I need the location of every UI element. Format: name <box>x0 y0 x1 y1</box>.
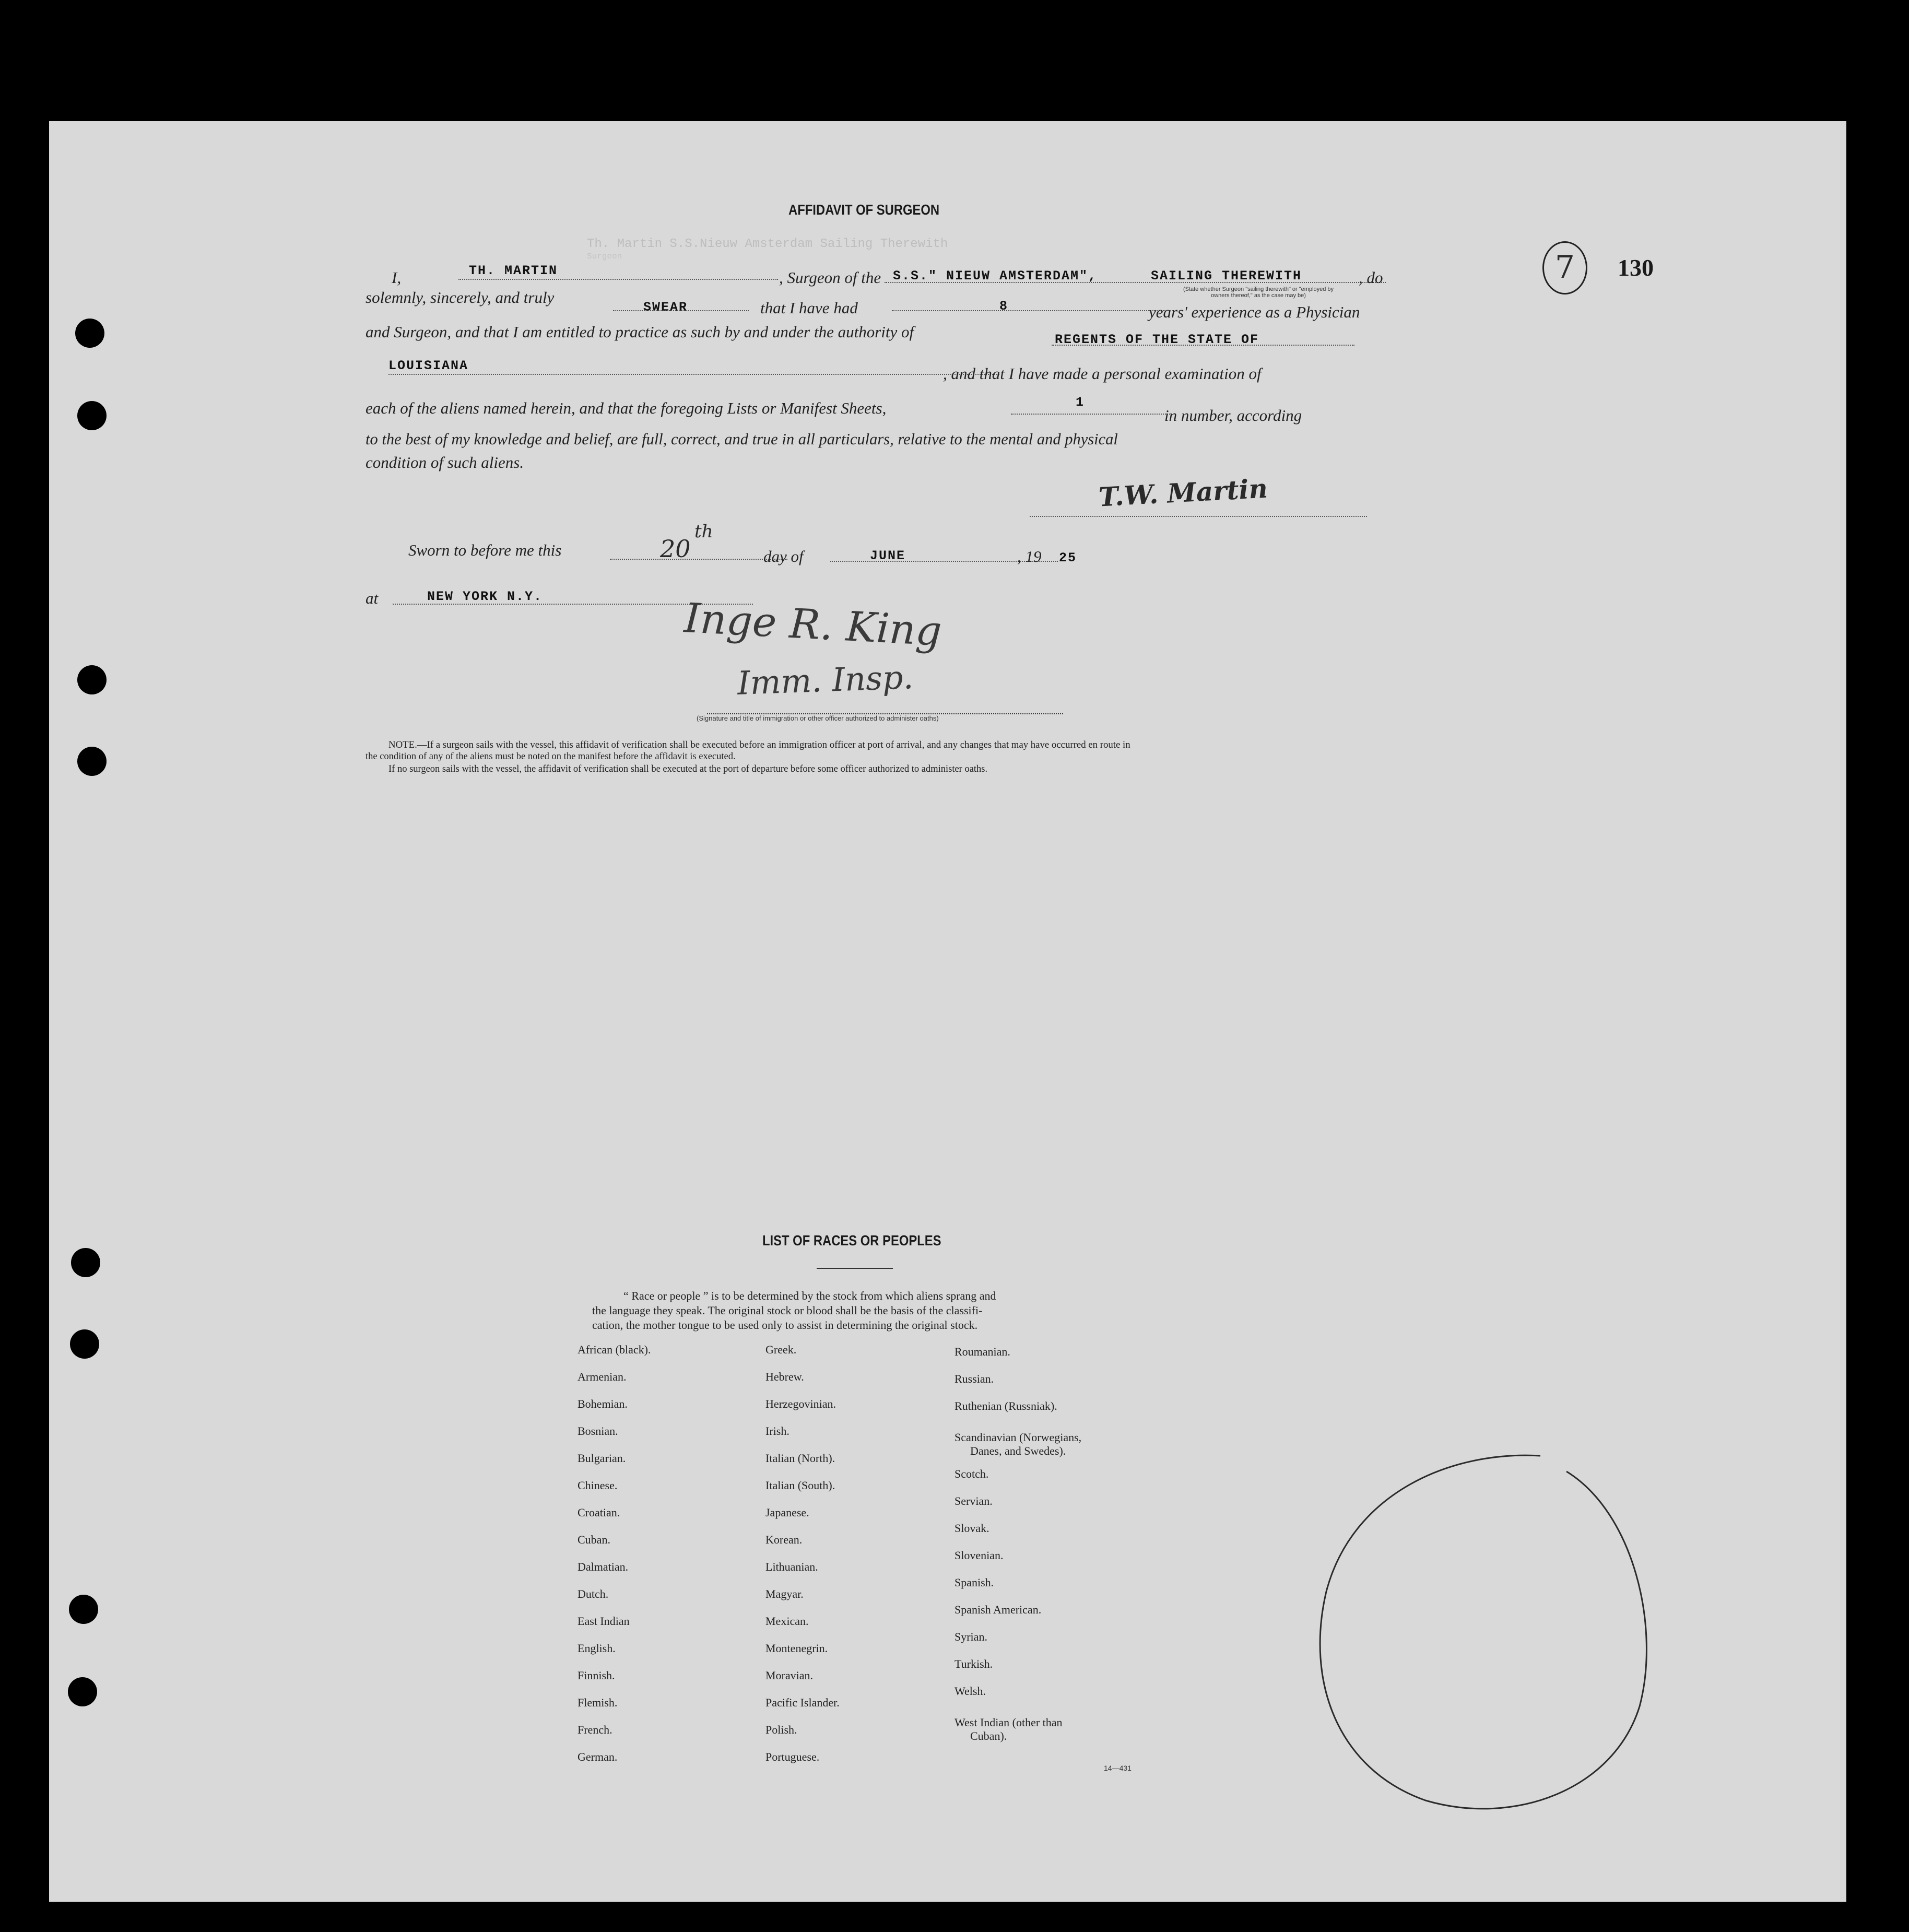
race-item: Bosnian. <box>578 1424 618 1438</box>
race-item: Portuguese. <box>765 1750 820 1763</box>
race-item: Japanese. <box>765 1506 809 1519</box>
race-item: Servian. <box>954 1494 993 1507</box>
race-item: Spanish. <box>954 1576 994 1589</box>
at-prefix: at <box>366 589 379 607</box>
race-item: Bulgarian. <box>578 1452 626 1465</box>
authority-name: REGENTS OF THE STATE OF <box>1055 332 1259 347</box>
race-item: Welsh. <box>954 1684 986 1698</box>
race-item: Scotch. <box>954 1467 989 1480</box>
race-item: Slovenian. <box>954 1549 1004 1562</box>
affidavit-title: AFFIDAVIT OF SURGEON <box>788 202 940 218</box>
affidavit-line6: to the best of my knowledge and belief, are full, correct, and true in all particulars, relative to the mental and physical <box>366 430 1118 448</box>
oath-line <box>613 310 749 311</box>
race-item: Finnish. <box>578 1669 615 1682</box>
race-item: Montenegrin. <box>765 1642 828 1655</box>
race-item: Lithuanian. <box>765 1560 818 1573</box>
sailing-status: SAILING THEREWITH <box>1151 268 1302 284</box>
race-item: Turkish. <box>954 1657 993 1670</box>
race-item: Italian (South). <box>765 1479 835 1492</box>
sworn-month: JUNE <box>870 548 906 563</box>
form-number: 14—431 <box>1104 1764 1132 1772</box>
race-item: Irish. <box>765 1424 789 1438</box>
race-item: Dutch. <box>578 1587 609 1600</box>
officer-title: Imm. Insp. <box>736 658 914 702</box>
race-item: Danes, and Swedes). <box>970 1444 1066 1457</box>
state-note-2: owners thereof," as the case may be) <box>1211 292 1306 299</box>
race-item: Flemish. <box>578 1696 618 1709</box>
race-item: Italian (North). <box>765 1452 835 1465</box>
surgeon-name-line <box>458 279 778 280</box>
affidavit-line5-prefix: each of the aliens named herein, and that the foregoing Lists or Manifest Sheets, <box>366 399 887 417</box>
race-item: East Indian <box>578 1615 630 1628</box>
binder-hole <box>69 1595 98 1624</box>
race-item: Hebrew. <box>765 1370 804 1383</box>
binder-hole <box>75 319 104 348</box>
vessel-line <box>885 282 1386 283</box>
races-intro-1: “ Race or people ” is to be determined by the stock from which aliens sprang and <box>623 1289 996 1302</box>
race-item: Chinese. <box>578 1479 618 1492</box>
affidavit-line4-suffix: , and that I have made a personal examination of <box>943 364 1262 383</box>
binder-hole <box>68 1677 97 1706</box>
races-title-rule <box>817 1268 893 1269</box>
race-col1 <box>578 1343 651 1777</box>
affidavit-note-1: NOTE.—If a surgeon sails with the vessel, this affidavit of verification shall be executed before an immigration officer at port of arrival, and any changes that may have occurred en route in <box>388 739 1130 750</box>
drawn-circle <box>1295 1435 1660 1821</box>
affidavit-line2-suffix: years' experience as a Physician <box>1149 303 1360 321</box>
race-item: African (black). <box>578 1343 651 1356</box>
binder-hole <box>71 1248 100 1277</box>
faint-header-small: Surgeon <box>587 252 622 261</box>
race-item: Magyar. <box>765 1587 804 1600</box>
races-intro-2: the language they speak. The original stock or blood shall be the basis of the classifi- <box>592 1304 983 1317</box>
page-number: 130 <box>1618 254 1654 281</box>
sworn-day-suffix: th <box>694 521 713 542</box>
race-item: Polish. <box>765 1723 797 1736</box>
sworn-place: NEW YORK N.Y. <box>427 589 543 604</box>
race-item: Russian. <box>954 1372 994 1385</box>
authority-name-cont: LOUISIANA <box>388 358 469 373</box>
race-item: Spanish American. <box>954 1603 1042 1616</box>
years-experience: 8 <box>999 299 1009 314</box>
surgeon-signature: T.W. Martin <box>1098 473 1269 513</box>
affidavit-line2-mid: that I have had <box>760 299 858 317</box>
race-item: Roumanian. <box>954 1345 1010 1358</box>
sworn-year: 25 <box>1059 550 1077 566</box>
affidavit-note-2: the condition of any of the aliens must be noted on the manifest before the affidavit is executed. <box>366 751 736 762</box>
vessel-name: S.S." NIEUW AMSTERDAM", <box>893 268 1098 284</box>
do-text: , do <box>1359 268 1383 287</box>
race-item: Moravian. <box>765 1669 814 1682</box>
race-item: Herzegovinian. <box>765 1397 836 1410</box>
state-note-1: (State whether Surgeon "sailing therewith" or "employed by <box>1183 286 1334 292</box>
binder-hole <box>77 747 107 776</box>
race-item: Bohemian. <box>578 1397 628 1410</box>
surgeon-signature-line <box>1030 516 1367 517</box>
binder-hole <box>77 665 107 694</box>
affidavit-line7: condition of such aliens. <box>366 453 524 472</box>
race-item: Cuban. <box>578 1533 610 1546</box>
surgeon-of-text: , Surgeon of the <box>779 268 881 287</box>
race-item: Cuban). <box>970 1729 1007 1742</box>
race-col2 <box>765 1343 840 1777</box>
race-item: Armenian. <box>578 1370 627 1383</box>
race-item: Syrian. <box>954 1630 987 1643</box>
race-item: Pacific Islander. <box>765 1696 840 1709</box>
sworn-day-line <box>610 559 787 560</box>
document-page <box>49 121 1846 1902</box>
circled-number: 7 <box>1542 241 1587 294</box>
races-intro-3: cation, the mother tongue to be used only to assist in determining the original stock. <box>592 1318 978 1332</box>
race-item: French. <box>578 1723 612 1736</box>
affidavit-line3-prefix: and Surgeon, and that I am entitled to practice as such by and under the authority of <box>366 323 914 341</box>
faint-header-text: Th. Martin S.S.Nieuw Amsterdam Sailing Therewith <box>587 237 948 251</box>
race-item: Dalmatian. <box>578 1560 629 1573</box>
race-item: Croatian. <box>578 1506 620 1519</box>
sworn-prefix: Sworn to before me this <box>408 541 562 559</box>
years-line <box>892 310 1165 311</box>
race-item: Ruthenian (Russniak). <box>954 1399 1057 1412</box>
race-item: German. <box>578 1750 618 1763</box>
race-item: Mexican. <box>765 1615 809 1628</box>
race-item: Korean. <box>765 1533 803 1546</box>
count-line <box>1011 414 1172 415</box>
races-title: LIST OF RACES OR PEOPLES <box>762 1232 941 1248</box>
authority-cont-line <box>388 374 999 375</box>
sworn-day-of: day of <box>763 547 804 566</box>
affidavit-note-3: If no surgeon sails with the vessel, the affidavit of verification shall be executed at the port of departure before some officer authorized to administer oaths. <box>388 764 988 774</box>
sworn-year-prefix: , 19 <box>1017 547 1042 566</box>
binder-hole <box>70 1329 99 1359</box>
officer-caption: (Signature and title of immigration or other officer authorized to administer oaths) <box>697 714 939 722</box>
binder-hole <box>77 401 107 430</box>
surgeon-name: TH. MARTIN <box>469 263 558 278</box>
affidavit-line5-suffix: in number, according <box>1164 406 1302 425</box>
race-item: West Indian (other than <box>954 1716 1063 1729</box>
affidavit-line1-prefix: I, <box>392 268 402 287</box>
officer-signature: Inge R. King <box>682 595 943 655</box>
race-item: Scandinavian (Norwegians, <box>954 1431 1082 1444</box>
race-item: English. <box>578 1642 616 1655</box>
race-item: Greek. <box>765 1343 797 1356</box>
manifest-count: 1 <box>1076 395 1085 410</box>
race-item: Slovak. <box>954 1522 989 1535</box>
affidavit-line2-prefix: solemnly, sincerely, and truly <box>366 288 555 307</box>
authority-line <box>1052 345 1354 346</box>
race-col3 <box>954 1345 1081 1743</box>
oath-word: SWEAR <box>643 300 688 315</box>
sworn-day: 20 <box>660 535 691 563</box>
